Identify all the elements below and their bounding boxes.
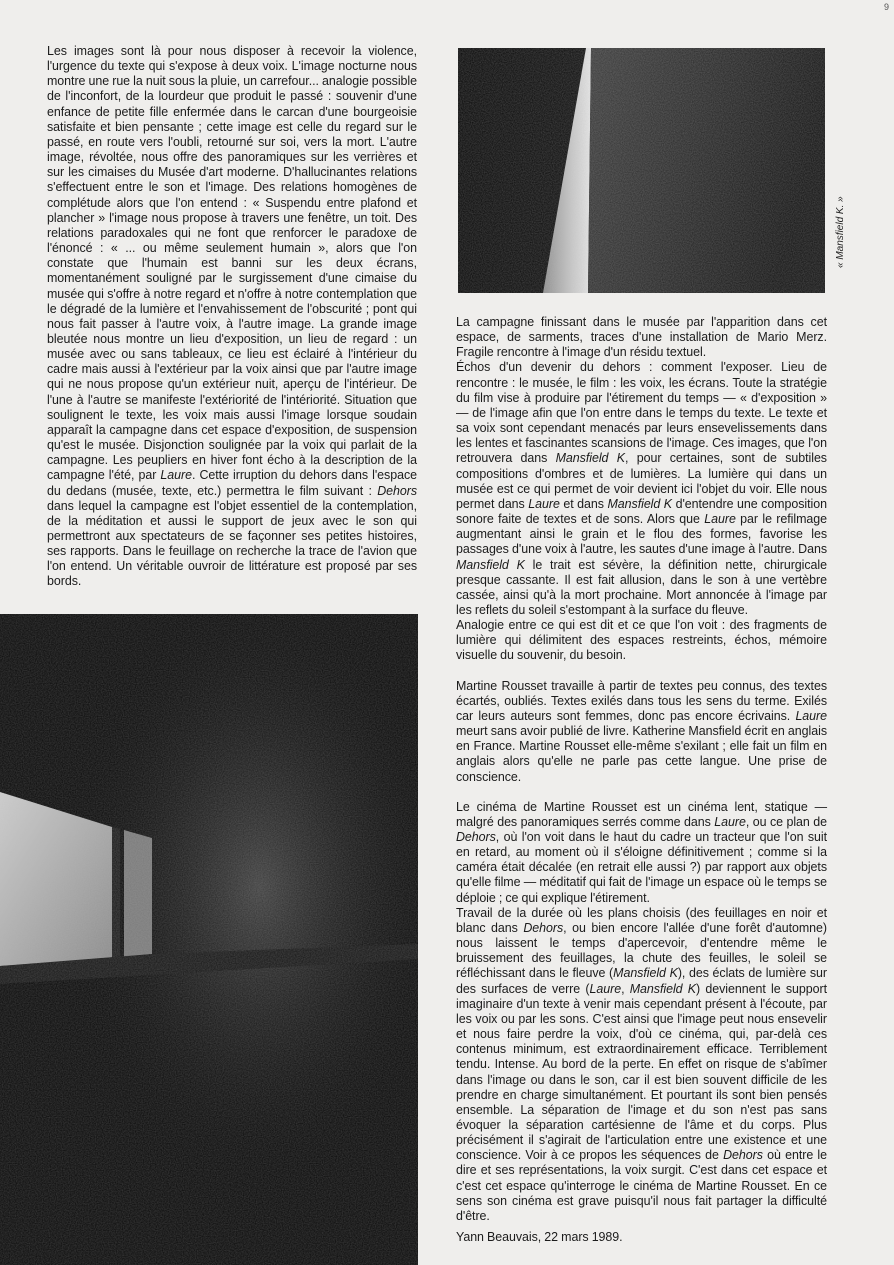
film-title: Mansfield K — [456, 557, 525, 572]
film-title: Laure — [528, 496, 560, 511]
paragraph: Les images sont là pour nous disposer à recevoir la violence, l'urgence du texte qui s'expose à deux voix. L'image nocturne nous montre une rue la nuit sous la pluie, un carrefour... analogie possible de l'inconfort, de la lourdeur que produit le passé : souvenir d'une enfance de petite fille enfermée dans le carcan d'une bourgeoisie satisfaite et bien pensante ; cette image est celle du regard sur le passé, en route vers l'oubli, retourné sur soi, vers la mort. L'autre image, révoltée, nous offre des panoramiques sur les verrières et sur les cimaises du Musée d'art moderne. D'hallucinantes relations s'effectuent entre le son et l'image. Des relations homogènes de complétude alors que l'on entend : « Suspendu entre plafond et plancher » l'image nous propose à travers une fenêtre, un toit. Des relations paradoxales qui ne font que renforcer le paradoxe de l'énoncé : « ... ou même seulement humain », alors que l'on constate que l'humain est banni sur les deux écrans, momentanément souligné par le surgissement d'une cimaise du musée qui s'offre à notre regard et n'offre à notre contemplation que le dégradé de la lumière et l'envahissement de l'obscurité ; pont qui nous fait passer à l'autre voix, à l'autre image. La grande image bleutée nous montre un lieu d'exposition, un lieu de regard : un musée avec ou sans tableaux, ce lieu est éclairé à l'intérieur du cadre mais aussi à l'extérieur par la voix ainsi que par l'autre image qui ne nous propose qu'un extérieur nuit, aperçu de l'intérieur. De l'une à l'autre se manifeste l'extériorité de l'intériorité. Situation que soulignent le texte, les voix mais aussi l'image lorsque soudain apparaît la campagne dans cet espace d'exposition, de suspension qu'est le musée. Disjonction soulignée par la voix qui parlait de la campagne. Les peupliers en hiver font écho à la description de la campagne l'été, par Laure. Cette irruption du dehors dans l'espace du dedans (musée, texte, etc.) permettra le film suivant : Dehors dans lequel la campagne est l'objet essentiel de la contemplation, de la méditation et aussi le support de jeux avec le son qui permettront aux spectateurs de se façonner ses petites histoires, ses rapports. Dans le feuillage on recherche la trace de l'avion que l'on entend. Un véritable ouvroir de littérature est proposé par ses bords. — [47, 44, 417, 589]
paragraph: Le cinéma de Martine Rousset est un cinéma lent, statique — malgré des panoramiques serrés comme dans Laure, ou ce plan de Dehors, où l'on voit dans le haut du cadre un tracteur que l'on suit en retard, au moment où il s'éloigne définitivement ; comme si la caméra était décalée (en retrait elle aussi ?) par rapport aux objets qu'elle filme — méditatif qui fait de l'image un espace où le temps se déploie ; ce qui explique l'étirement. — [456, 799, 827, 905]
author-signature: Yann Beauvais, 22 mars 1989. — [456, 1230, 623, 1245]
page-mark: 9 — [884, 2, 890, 12]
film-title: Mansfield K — [629, 981, 697, 996]
left-text-column — [47, 44, 417, 590]
paragraph: Martine Rousset travaille à partir de textes peu connus, des textes écartés, oubliés. Textes exilés dans tous les sens du terme. Exilés car leurs auteurs sont femmes, donc pas encore écrivains. Laure meurt sans avoir publié de livre. Katherine Mansfield écrit en anglais en France. Martine Rousset elle-même s'exilant ; elle fait un film en anglais alors qu'elle ne parle pas cette langue. Une prise de conscience. — [456, 678, 827, 784]
paragraph: Travail de la durée où les plans choisis (des feuillages en noir et blanc dans Dehors, ou bien encore l'allée d'une forêt d'automne) nous laissent le temps d'apercevoir, d'entendre même le bruissement des feuillages, la chute des feuilles, le soleil se réfléchissant dans le fleuve (Mansfield K), des éclats de lumière sur des surfaces de verre (Laure, Mansfield K) deviennent le support imaginaire d'un texte à venir mais cependant présent à l'écoute, par les voix ou par les sons. C'est ainsi que l'image peut nous ensevelir et nous faire perdre la voix, d'où ce cinéma, qui, par-delà ces contenus minimum, est extraordinairement efficace. Terriblement tendu. Intense. Au bord de la perte. En effet on risque de s'abîmer dans l'image ou dans le son, car il est bien souvent difficile de les prendre en charge simultanément. Et pourtant ils sont bien pensés ensemble. La séparation de l'image et du son n'est pas sans évoquer la séparation cartésienne de l'âme et du corps. Plus précisément il s'agirait de l'articulation entre une existence et une conscience. Voir à ce propos les séquences de Dehors où entre le dire et ses représentations, la voix surgit. C'est dans cet espace et c'est cet espace qu'interroge le cinéma de Martine Rousset. En ce sens son cinéma est grave puisqu'il nous fait partager la difficulté d'être. — [456, 905, 828, 1223]
film-title: Mansfield K — [555, 451, 625, 466]
photo-window-interior — [0, 614, 418, 1265]
film-title: Mansfield K — [613, 966, 678, 981]
film-title: Dehors — [377, 483, 417, 498]
film-title: Laure — [714, 814, 746, 829]
right-text-column — [456, 315, 827, 1245]
paragraph: Analogie entre ce qui est dit et ce que l'on voit : des fragments de lumière qui délimitent des espaces restreints, échos, mémoire visuelle du souvenir, du besoin. — [456, 618, 827, 663]
film-title: Laure — [704, 512, 736, 527]
paragraph: La campagne finissant dans le musée par l'apparition dans cet espace, de sarments, traces d'une installation de Mario Merz. Fragile rencontre à l'image d'un résidu textuel. — [456, 315, 827, 360]
film-title: Dehors — [456, 830, 496, 844]
film-title: Mansfield K — [607, 496, 673, 511]
film-title: Dehors — [723, 1148, 763, 1163]
paragraph: Échos d'un devenir du dehors : comment l'exposer. Lieu de rencontre : le musée, le film : les voix, les écrans. Toute la stratégie du film vise à produire par l'étirement du temps — « d'exposition » — de l'image afin que l'on entre dans le temps du texte. Le texte et sa voix sont cependant menacés par leurs ensevelissements dans les lentes et fascinantes scansions de l'image. Ces images, que l'on retrouvera dans Mansfield K, pour certaines, sont de subtiles compositions d'ombres et de lumières. La lumière qui dans un musée est ce qui permet de voir devient ici l'objet du voir. Elle nous permet dans Laure et dans Mansfield K d'entendre une composition sonore faite de textes et de sons. Alors que Laure par le refilmage augmentant ainsi le grain et le flou des formes, favorise les passages d'une voix à l'autre, les sautes d'une image à l'autre. Dans Mansfield K le trait est sévère, la définition nette, chirurgicale presque cassante. Il est fait allusion, dans le son à une vertèbre cassée, ainsi qu'à la mort prochaine. Mort annoncée à l'image par les reflets du soleil s'estompant à la surface du fleuve. — [456, 360, 827, 617]
photo-window-interior-image — [0, 614, 418, 1265]
photo-caption: « Mansfield K. » — [835, 196, 846, 268]
film-title: Dehors — [523, 920, 564, 935]
photo-mansfield-k-image — [458, 48, 825, 293]
photo-mansfield-k — [458, 48, 825, 293]
film-title: Laure — [589, 981, 622, 996]
film-title: Laure — [795, 708, 827, 723]
film-title: Laure — [160, 468, 192, 483]
